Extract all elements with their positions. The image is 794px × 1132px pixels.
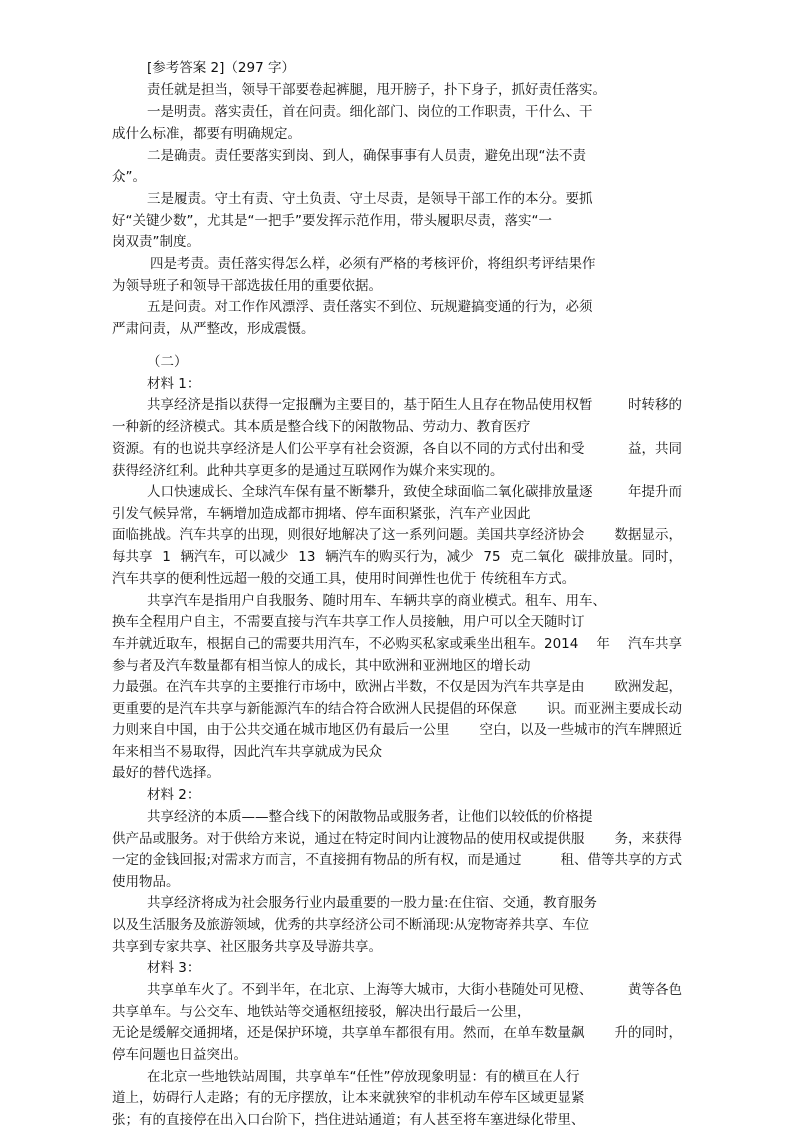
text-line: 资源。有的也说共享经济是人们公平享有社会资源，各自以不同的方式付出和受 益，共同	[112, 441, 682, 457]
text-line: 共享经济的本质——整合线下的闲散物品或服务者，让他们以较低的价格提	[147, 809, 593, 825]
text-line: 为领导班子和领导干部选拔任用的重要依据。	[112, 278, 382, 294]
section-heading: [参考答案 2]（297 字）	[147, 60, 295, 76]
text-line: 参与者及汽车数量都有相当惊人的成长，其中欧洲和亚洲地区的增长动	[112, 658, 531, 674]
text-line: 车并就近取车，根据自己的需要共用汽车，不必购买私家或乘坐出租车。2014 年 汽车共享	[112, 636, 682, 652]
text-line: 力则来自中国，由于公共交通在城市地区仍有最后一公里 空白，以及一些城市的汽车牌照近	[112, 722, 682, 738]
text-line: 力最强。在汽车共享的主要推行市场中，欧洲占半数，不仅是因为汽车共享是由 欧洲发起，	[112, 679, 682, 695]
text-line: 停车问题也日益突出。	[112, 1047, 247, 1063]
text-line: 供产品或服务。对于供给方来说，通过在特定时间内让渡物品的使用权或提供服 务，来获得	[112, 831, 682, 847]
text-line: 共享单车。与公交车、地铁站等交通枢纽接驳，解决出行最后一公里，	[112, 1004, 531, 1020]
text-line: 道上，妨碍行人走路；有的无序摆放，让本来就狭窄的非机动车停车区域更显紧	[112, 1090, 585, 1106]
text-line: 张；有的直接停在出入口台阶下，挡住进站通道；有人甚至将车塞进绿化带里、	[112, 1112, 585, 1128]
text-line: 使用物品。	[112, 874, 180, 890]
text-line: 每共享 1 辆汽车，可以减少 13 辆汽车的购买行为，减少 75 克二氧化 碳排放量。同时，	[112, 549, 682, 565]
text-line: 以及生活服务及旅游领域，优秀的共享经济公司不断涌现:从宠物寄养共享、车位	[112, 917, 590, 933]
text-line: 在北京一些地铁站周围，共享单车“任性”停放现象明显：有的横亘在人行	[147, 1069, 580, 1085]
text-line: 更重要的是汽车共享与新能源汽车的结合符合欧洲人民提倡的环保意 识。而亚洲主要成长动	[112, 701, 682, 717]
text-line: 共享经济是指以获得一定报酬为主要目的，基于陌生人且存在物品使用权暂 时转移的	[147, 397, 682, 413]
text-line: 岗双责”制度。	[112, 234, 200, 250]
text-line: 获得经济红利。此种共享更多的是通过互联网作为媒介来实现的。	[112, 463, 504, 479]
text-line: 一种新的经济模式。其本质是整合线下的闲散物品、劳动力、教育医疗	[112, 419, 531, 435]
text-line: 无论是缓解交通拥堵，还是保护环境，共享单车都很有用。然而，在单车数量飙 升的同时，	[112, 1025, 682, 1041]
section-heading: （二）	[147, 354, 188, 370]
text-line: 共享单车火了。不到半年，在北京、上海等大城市，大街小巷随处可见橙、 黄等各色	[147, 982, 682, 998]
text-line: 一定的金钱回报;对需求方而言，不直接拥有物品的所有权，而是通过 租、借等共享的方式	[112, 852, 682, 868]
text-line: 五是问责。对工作作风漂浮、责任落实不到位、玩规避搞变通的行为，必须	[147, 299, 593, 315]
text-line: 一是明责。落实责任，首在问责。细化部门、岗位的工作职责，干什么、干	[147, 104, 593, 120]
text-line: 年来相当不易取得，因此汽车共享就成为民众	[112, 744, 382, 760]
text-line: 四是考责。责任落实得怎么样，必须有严格的考核评价，将组织考评结果作	[150, 256, 596, 272]
text-line: 共享经济将成为社会服务行业内最重要的一股力量:在住宿、交通，教育服务	[147, 895, 598, 911]
text-line: 责任就是担当，领导干部要卷起裤腿，甩开膀子，扑下身子，抓好责任落实。	[147, 82, 606, 98]
text-line: 二是确责。责任要落实到岗、到人，确保事事有人员责，避免出现“法不责	[147, 148, 586, 164]
text-line: 共享汽车是指用户自我服务、随时用车、车辆共享的商业模式。租车、用车、	[147, 593, 606, 609]
text-line: 换车全程用户自主，不需要直接与汽车共享工作人员接触，用户可以全天随时订	[112, 614, 585, 630]
text-line: 三是履责。守土有责、守土负责、守土尽责，是领导干部工作的本分。要抓	[147, 191, 593, 207]
text-line: 汽车共享的便利性远超一般的交通工具，使用时间弹性也优于 传统租车方式。	[112, 571, 576, 587]
section-heading: 材料 1：	[147, 376, 201, 392]
section-heading: 材料 3：	[147, 960, 201, 976]
text-line: 好“关键少数”，尤其是“一把手”要发挥示范作用，带头履职尽责，落实“一	[112, 213, 552, 229]
text-line: 最好的替代选择。	[112, 765, 220, 781]
text-line: 严肃问责，从严整改，形成震慑。	[112, 321, 315, 337]
text-line: 面临挑战。汽车共享的出现，则很好地解决了这一系列问题。美国共享经济协会 数据显示，	[112, 527, 682, 543]
text-line: 众”。	[112, 169, 146, 185]
text-line: 引发气候异常，车辆增加造成都市拥堵、停车面积紧张，汽车产业因此	[112, 506, 531, 522]
text-line: 人口快速成长、全球汽车保有量不断攀升，致使全球面临二氧化碳排放量逐 年提升而	[147, 484, 682, 500]
text-line: 共享到专家共享、社区服务共享及导游共享。	[112, 939, 382, 955]
text-line: 成什么标准，都要有明确规定。	[112, 126, 301, 142]
section-heading: 材料 2：	[147, 787, 201, 803]
